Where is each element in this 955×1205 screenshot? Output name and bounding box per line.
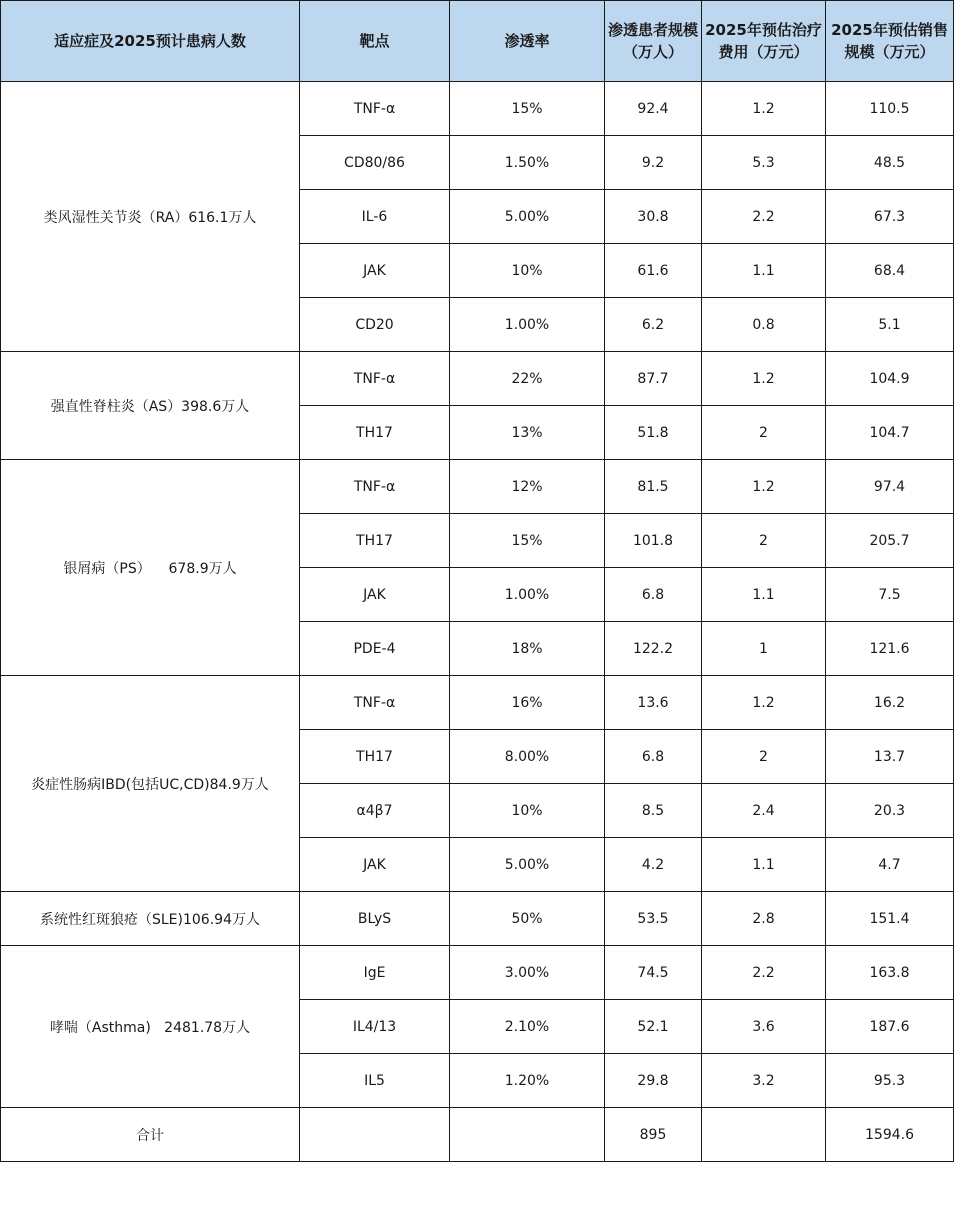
target-cell: TNF-α [300,352,450,406]
patients-cell: 92.4 [605,82,702,136]
target-cell: TNF-α [300,82,450,136]
target-cell: IgE [300,946,450,1000]
sales-cell: 68.4 [826,244,954,298]
header-target: 靶点 [300,1,450,82]
sales-cell: 151.4 [826,892,954,946]
target-cell: IL4/13 [300,1000,450,1054]
total-row [1,1108,954,1162]
indication-cell: 哮喘（Asthma) 2481.78万人 [1,946,300,1108]
patients-cell: 61.6 [605,244,702,298]
patients-cell: 4.2 [605,838,702,892]
target-cell: BLyS [300,892,450,946]
header-sales-scale: 2025年预估销售规模（万元） [826,1,954,82]
total-label: 合计 [1,1108,300,1162]
sales-cell: 97.4 [826,460,954,514]
patients-cell: 52.1 [605,1000,702,1054]
total-target-blank [300,1108,450,1162]
indication-cell: 银屑病（PS） 678.9万人 [1,460,300,676]
target-cell: α4β7 [300,784,450,838]
target-cell: JAK [300,244,450,298]
rate-cell: 1.00% [450,568,605,622]
sales-cell: 5.1 [826,298,954,352]
rate-cell: 10% [450,784,605,838]
rate-cell: 1.50% [450,136,605,190]
patients-cell: 29.8 [605,1054,702,1108]
rate-cell: 5.00% [450,838,605,892]
cost-cell: 1.2 [702,82,826,136]
patients-cell: 13.6 [605,676,702,730]
cost-cell: 1.2 [702,460,826,514]
cost-cell: 2.8 [702,892,826,946]
cost-cell: 1.1 [702,244,826,298]
patients-cell: 9.2 [605,136,702,190]
total-sales: 1594.6 [826,1108,954,1162]
table-row [1,82,954,136]
table-row [1,892,954,946]
rate-cell: 3.00% [450,946,605,1000]
cost-cell: 2.2 [702,190,826,244]
target-cell: TH17 [300,514,450,568]
patients-cell: 51.8 [605,406,702,460]
patients-cell: 6.2 [605,298,702,352]
target-cell: TNF-α [300,676,450,730]
sales-cell: 187.6 [826,1000,954,1054]
cost-cell: 5.3 [702,136,826,190]
rate-cell: 15% [450,82,605,136]
target-cell: JAK [300,838,450,892]
cost-cell: 1.2 [702,676,826,730]
cost-cell: 2 [702,406,826,460]
target-cell: CD20 [300,298,450,352]
total-rate-blank [450,1108,605,1162]
target-cell: JAK [300,568,450,622]
total-cost-blank [702,1108,826,1162]
rate-cell: 12% [450,460,605,514]
sales-cell: 67.3 [826,190,954,244]
patients-cell: 101.8 [605,514,702,568]
rate-cell: 5.00% [450,190,605,244]
target-cell: TH17 [300,406,450,460]
cost-cell: 2 [702,514,826,568]
target-cell: IL-6 [300,190,450,244]
sales-cell: 95.3 [826,1054,954,1108]
cost-cell: 2.2 [702,946,826,1000]
rate-cell: 18% [450,622,605,676]
header-patient-scale: 渗透患者规模（万人） [605,1,702,82]
total-patients: 895 [605,1108,702,1162]
rate-cell: 2.10% [450,1000,605,1054]
target-cell: TH17 [300,730,450,784]
sales-cell: 13.7 [826,730,954,784]
sales-cell: 110.5 [826,82,954,136]
cost-cell: 0.8 [702,298,826,352]
patients-cell: 8.5 [605,784,702,838]
patients-cell: 6.8 [605,568,702,622]
table-body [1,82,954,1162]
cost-cell: 1.1 [702,568,826,622]
rate-cell: 50% [450,892,605,946]
table-row [1,676,954,730]
sales-cell: 163.8 [826,946,954,1000]
indication-cell: 炎症性肠病IBD(包括UC,CD)84.9万人 [1,676,300,892]
sales-cell: 104.7 [826,406,954,460]
cost-cell: 1.2 [702,352,826,406]
cost-cell: 2.4 [702,784,826,838]
table-row [1,460,954,514]
table-row [1,352,954,406]
patients-cell: 6.8 [605,730,702,784]
sales-cell: 7.5 [826,568,954,622]
header-row [1,1,954,82]
rate-cell: 13% [450,406,605,460]
sales-cell: 20.3 [826,784,954,838]
table-row [1,946,954,1000]
rate-cell: 15% [450,514,605,568]
cost-cell: 3.6 [702,1000,826,1054]
sales-cell: 205.7 [826,514,954,568]
sales-cell: 104.9 [826,352,954,406]
target-cell: TNF-α [300,460,450,514]
rate-cell: 22% [450,352,605,406]
cost-cell: 1 [702,622,826,676]
indication-cell: 类风湿性关节炎（RA）616.1万人 [1,82,300,352]
rate-cell: 1.00% [450,298,605,352]
rate-cell: 10% [450,244,605,298]
rate-cell: 1.20% [450,1054,605,1108]
indication-cell: 强直性脊柱炎（AS）398.6万人 [1,352,300,460]
cost-cell: 2 [702,730,826,784]
header-treatment-cost: 2025年预估治疗费用（万元） [702,1,826,82]
patients-cell: 87.7 [605,352,702,406]
indication-cell: 系统性红斑狼疮（SLE)106.94万人 [1,892,300,946]
patients-cell: 81.5 [605,460,702,514]
patients-cell: 30.8 [605,190,702,244]
target-cell: PDE-4 [300,622,450,676]
sales-cell: 4.7 [826,838,954,892]
header-indication: 适应症及2025预计患病人数 [1,1,300,82]
sales-cell: 48.5 [826,136,954,190]
sales-cell: 16.2 [826,676,954,730]
rate-cell: 8.00% [450,730,605,784]
target-cell: CD80/86 [300,136,450,190]
cost-cell: 1.1 [702,838,826,892]
patients-cell: 74.5 [605,946,702,1000]
patients-cell: 122.2 [605,622,702,676]
rate-cell: 16% [450,676,605,730]
target-cell: IL5 [300,1054,450,1108]
header-penetration-rate: 渗透率 [450,1,605,82]
cost-cell: 3.2 [702,1054,826,1108]
patients-cell: 53.5 [605,892,702,946]
sales-cell: 121.6 [826,622,954,676]
